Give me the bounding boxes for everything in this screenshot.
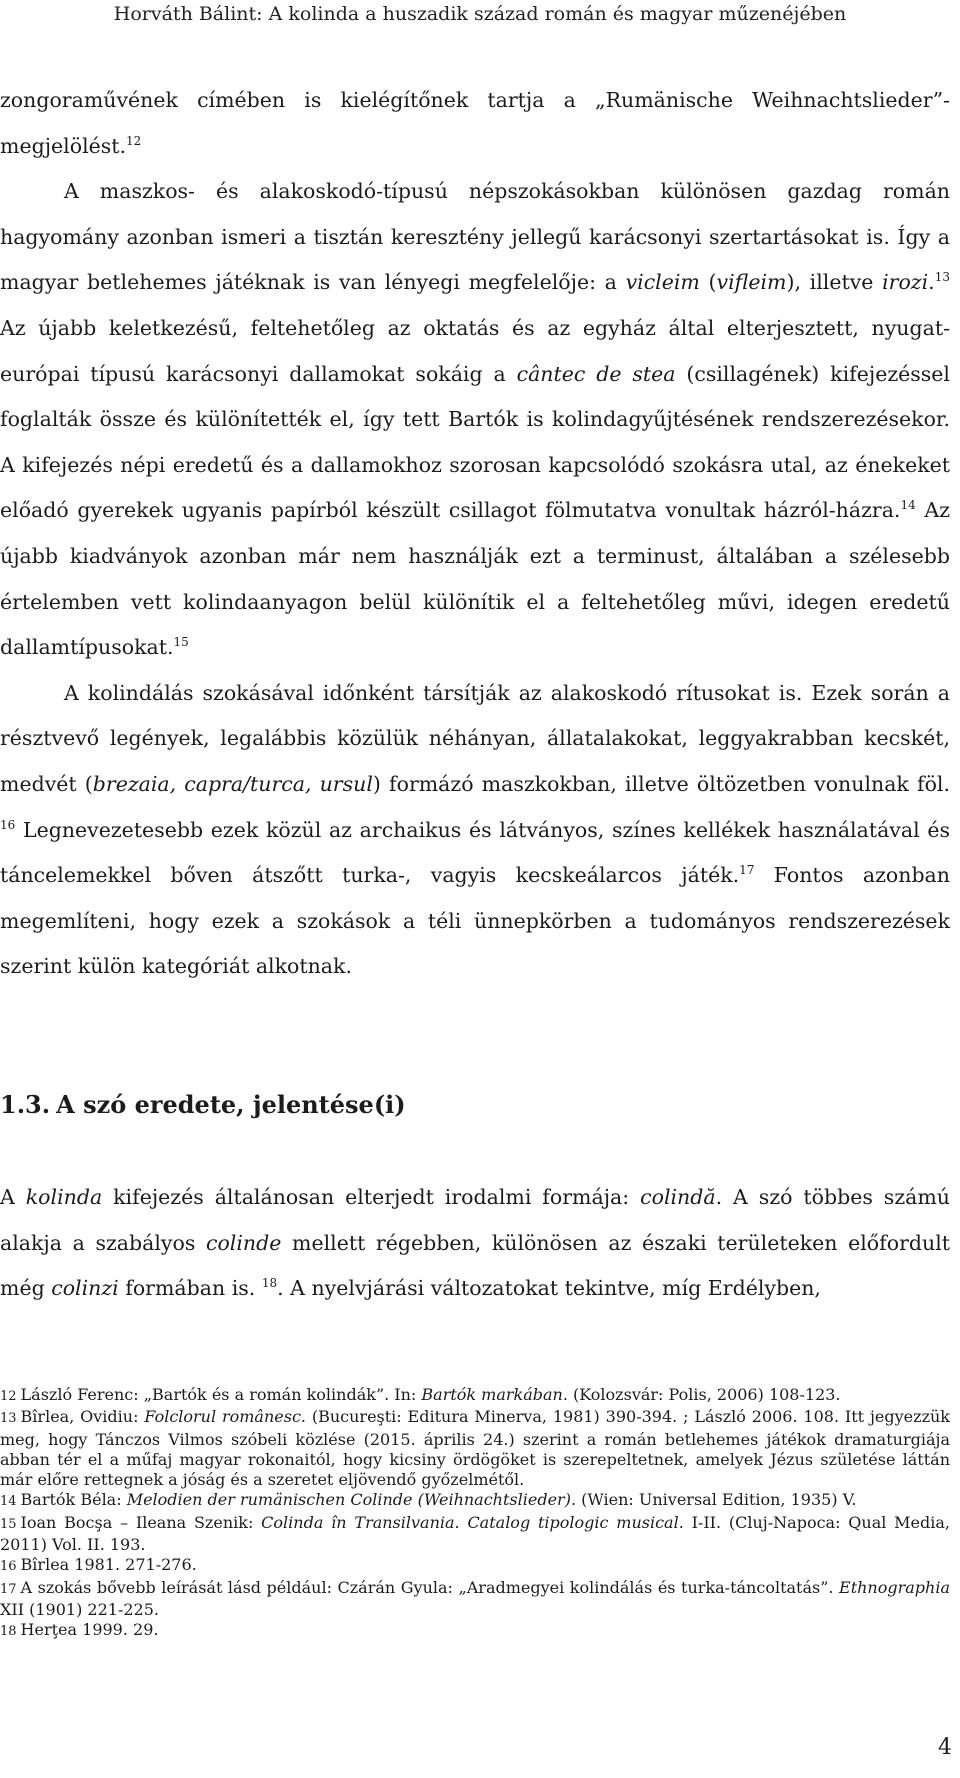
footnote-13: 13 Bîrlea, Ovidiu: Folclorul românesc. (Bucureşti: Editura Minerva, 1981) 390-394. ; László 2006. 108. Itt jegyezzük meg, hogy Tánczos Vilmos szóbeli közlése (2015. április 24.) szerint a román betlehemes játékok dramaturgiája abban tér el a műfaj magyar rokonaitól, hogy kicsiny ördögöket is szerepeltetnek, amelyek Jézus születése láttán már előre rettegnek a jóság és a szeretet eljövendő győzelmétől. (0, 1407, 951, 1490)
footnote-ref-15[interactable]: 15 (173, 635, 189, 650)
footnote-16: 16 Bîrlea 1981. 271-276. (0, 1555, 197, 1575)
main-text (0, 78, 950, 990)
footnote-ref-12[interactable]: 12 (126, 133, 142, 148)
footnotes (0, 1385, 950, 1643)
page-number: 4 (938, 1735, 952, 1760)
paragraph-3: A kolindálás szokásával időnként társítják az alakoskodó rítusokat is. Ezek során a résztvevő legények, legalábbis közülük néhányan, állatalakokat, leggyakrabban kecskét, medvét (brezaia, capra/turca, ursul) formázó maszkokban, illetve öltözetben vonulnak föl. $^{16}$ Legnevezetesebb ezek közül az archaikus és látványos, színes kellékek használatával és táncelemekkel bőven átszőtt turka-, vagyis kecskeálarcos játék.$^{17}$ Fontos azonban megemlíteni, hogy ezek a szokások a téli ünnepkörben a tudományos rendszerezések szerint külön kategóriát alkotnak. (0, 680, 950, 979)
footnote-12: 12 László Ferenc: „Bartók és a román kolindák”. In: Bartók markában. (Kolozsvár: Polis, 2006) 108-123. (0, 1385, 841, 1404)
paragraph-4: A kolinda kifejezés általánosan elterjedt irodalmi formája: colindă. A szó többes számú alakja a szabályos colinde mellett régebben, különösen az északi területeken előfordult még colinzi formában is. $^{18}$. A nyelvjárási változatokat tekintve, míg Erdélyben, (0, 1185, 950, 1301)
footnote-14: 14 Bartók Béla: Melodien der rumänischen Colinde (Weihnachtslieder). (Wien: Universal Edition, 1935) V. (0, 1490, 857, 1510)
footnote-ref-13[interactable]: 13 (934, 270, 950, 285)
section-heading (0, 1085, 950, 1125)
running-header: Horváth Bálint: A kolinda a huszadik század román és magyar műzenéjében (113, 3, 847, 25)
footnote-17: 17 A szokás bővebb leírását lásd például: Czárán Gyula: „Aradmegyei kolindálás és turka-táncoltatás”. Ethnographia XII (1901) 221-225. (0, 1577, 950, 1619)
footnote-ref-18[interactable]: 18 (261, 1276, 278, 1291)
section-number: 1.3. (0, 1090, 51, 1119)
footnote-ref-14[interactable]: 14 (900, 498, 916, 513)
section-title: A szó eredete, jelentése(i) (56, 1090, 406, 1119)
footnote-ref-17[interactable]: 17 (739, 863, 755, 878)
footnote-15: 15 Ioan Bocşa – Ileana Szenik: Colinda în Transilvania. Catalog tipologic musical. I-II. (Cluj-Napoca: Qual Media, 2011) Vol. II. 193. (0, 1512, 950, 1555)
paragraph-1: zongoraművének címében is kielégítőnek tartja a „Rumänische Weihnachtslieder”-megjelölést.$^{12}$ (0, 88, 950, 158)
footnote-18: 18 Herţea 1999. 29. (0, 1620, 159, 1640)
section-text (0, 1175, 950, 1312)
paragraph-2: A maszkos- és alakoskodó-típusú népszokásokban különösen gazdag román hagyomány azonban ismeri a tisztán keresztény jellegű karácsonyi szertartásokat is. Így a magyar betlehemes játéknak is van lényegi megfelelője: a vicleim (vifleim), illetve irozi.$^{13}$ Az újabb keletkezésű, feltehetőleg az oktatás és az egyház által elterjesztett, nyugat-európai típusú karácsonyi dallamokat sokáig a cântec de stea (csillagének) kifejezéssel foglalták össze és különítették el, így tett Bartók is kolindagyűjtésének rendszerezésekor. A kifejezés népi eredetű és a dallamokhoz szorosan kapcsolódó szokásra utal, az énekeket előadó gyerekek ugyanis papírból készült csillagot fölmutatva vonultak házról-házra.$^{14}$ Az újabb kiadványok azonban már nem használják ezt a terminust, általában a szélesebb értelemben vett kolindaanyagon belül különítik el a feltehetőleg művi, idegen eredetű dallamtípusokat.$^{15}$ (0, 179, 950, 660)
footnote-ref-16[interactable]: 16 (0, 817, 16, 832)
